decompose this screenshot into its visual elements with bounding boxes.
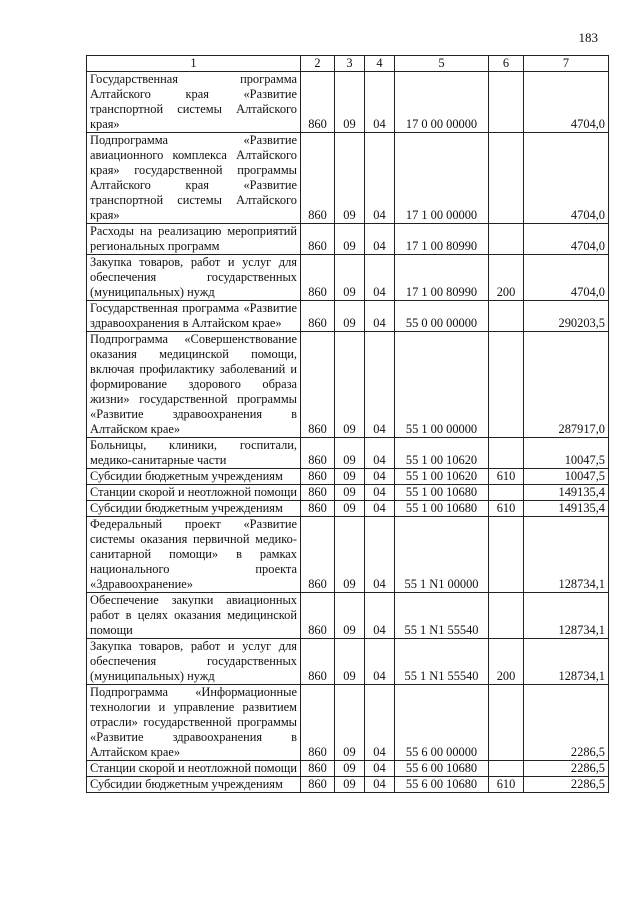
column-header: 4 xyxy=(365,56,395,72)
subsection-code: 04 xyxy=(365,301,395,332)
expense-type-code xyxy=(489,593,524,639)
section-code: 09 xyxy=(335,469,365,485)
page-number: 183 xyxy=(578,30,598,45)
row-name: Станции скорой и неотложной помощи xyxy=(87,761,301,777)
section-code: 09 xyxy=(335,761,365,777)
expense-type-code: 610 xyxy=(489,469,524,485)
section-code: 09 xyxy=(335,517,365,593)
table-row xyxy=(87,438,609,469)
ministry-code: 860 xyxy=(301,438,335,469)
table-row xyxy=(87,777,609,793)
target-article-code: 55 1 00 10620 xyxy=(395,438,489,469)
expense-type-code xyxy=(489,517,524,593)
subsection-code: 04 xyxy=(365,639,395,685)
expense-type-code xyxy=(489,301,524,332)
target-article-code: 55 0 00 00000 xyxy=(395,301,489,332)
amount: 4704,0 xyxy=(524,224,609,255)
target-article-code: 17 1 00 80990 xyxy=(395,255,489,301)
ministry-code: 860 xyxy=(301,761,335,777)
amount: 4704,0 xyxy=(524,133,609,224)
amount: 128734,1 xyxy=(524,639,609,685)
section-code: 09 xyxy=(335,438,365,469)
target-article-code: 17 1 00 80990 xyxy=(395,224,489,255)
expense-type-code xyxy=(489,438,524,469)
table-row xyxy=(87,469,609,485)
target-article-code: 55 1 00 10620 xyxy=(395,469,489,485)
amount: 149135,4 xyxy=(524,485,609,501)
expense-type-code: 200 xyxy=(489,639,524,685)
section-code: 09 xyxy=(335,639,365,685)
ministry-code: 860 xyxy=(301,72,335,133)
column-header: 6 xyxy=(489,56,524,72)
amount: 2286,5 xyxy=(524,761,609,777)
row-name: Подпрограмма «Развитие авиационного комплекса Алтайского края» государственной программы Алтайского края «Развитие транспортной системы Алтайского края» xyxy=(87,133,301,224)
ministry-code: 860 xyxy=(301,685,335,761)
table-row xyxy=(87,501,609,517)
row-name: Субсидии бюджетным учреждениям xyxy=(87,501,301,517)
subsection-code: 04 xyxy=(365,517,395,593)
expense-type-code xyxy=(489,685,524,761)
section-code: 09 xyxy=(335,593,365,639)
subsection-code: 04 xyxy=(365,224,395,255)
section-code: 09 xyxy=(335,301,365,332)
table-row xyxy=(87,593,609,639)
column-header: 5 xyxy=(395,56,489,72)
subsection-code: 04 xyxy=(365,469,395,485)
row-name: Больницы, клиники, госпитали, медико-санитарные части xyxy=(87,438,301,469)
budget-table xyxy=(86,55,609,793)
table-row xyxy=(87,255,609,301)
amount: 4704,0 xyxy=(524,255,609,301)
subsection-code: 04 xyxy=(365,72,395,133)
amount: 2286,5 xyxy=(524,685,609,761)
row-name: Субсидии бюджетным учреждениям xyxy=(87,777,301,793)
amount: 287917,0 xyxy=(524,332,609,438)
ministry-code: 860 xyxy=(301,485,335,501)
expense-type-code xyxy=(489,485,524,501)
row-name: Подпрограмма «Совершенствование оказания медицинской помощи, включая профилактику заболеваний и формирование здорового образа жизни» государственной программы «Развитие здравоохранения в Алтайском крае» xyxy=(87,332,301,438)
expense-type-code xyxy=(489,332,524,438)
ministry-code: 860 xyxy=(301,469,335,485)
target-article-code: 55 1 N1 00000 xyxy=(395,517,489,593)
target-article-code: 55 1 N1 55540 xyxy=(395,593,489,639)
table-row xyxy=(87,301,609,332)
subsection-code: 04 xyxy=(365,485,395,501)
expense-type-code: 200 xyxy=(489,255,524,301)
expense-type-code xyxy=(489,761,524,777)
expense-type-code: 610 xyxy=(489,777,524,793)
table-row xyxy=(87,133,609,224)
table-row xyxy=(87,485,609,501)
column-header: 2 xyxy=(301,56,335,72)
table-body xyxy=(87,72,609,793)
amount: 149135,4 xyxy=(524,501,609,517)
row-name: Государственная программа «Развитие здравоохранения в Алтайском крае» xyxy=(87,301,301,332)
amount: 128734,1 xyxy=(524,593,609,639)
section-code: 09 xyxy=(335,72,365,133)
table-row xyxy=(87,517,609,593)
target-article-code: 55 6 00 10680 xyxy=(395,761,489,777)
header-row xyxy=(87,56,609,72)
table-row xyxy=(87,639,609,685)
row-name: Закупка товаров, работ и услуг для обеспечения государственных (муниципальных) нужд xyxy=(87,255,301,301)
expense-type-code xyxy=(489,224,524,255)
row-name: Государственная программа Алтайского края «Развитие транспортной системы Алтайского края» xyxy=(87,72,301,133)
table-row xyxy=(87,224,609,255)
expense-type-code xyxy=(489,133,524,224)
row-name: Подпрограмма «Информационные технологии и управление развитием отрасли» государственной программы «Развитие здравоохранения в Алтайском крае» xyxy=(87,685,301,761)
section-code: 09 xyxy=(335,485,365,501)
target-article-code: 55 1 00 00000 xyxy=(395,332,489,438)
section-code: 09 xyxy=(335,332,365,438)
row-name: Расходы на реализацию мероприятий региональных программ xyxy=(87,224,301,255)
ministry-code: 860 xyxy=(301,255,335,301)
ministry-code: 860 xyxy=(301,593,335,639)
expense-type-code xyxy=(489,72,524,133)
row-name: Закупка товаров, работ и услуг для обеспечения государственных (муниципальных) нужд xyxy=(87,639,301,685)
amount: 10047,5 xyxy=(524,438,609,469)
section-code: 09 xyxy=(335,224,365,255)
row-name: Обеспечение закупки авиационных работ в целях оказания медицинской помощи xyxy=(87,593,301,639)
row-name: Станции скорой и неотложной помощи xyxy=(87,485,301,501)
table-row xyxy=(87,761,609,777)
subsection-code: 04 xyxy=(365,133,395,224)
ministry-code: 860 xyxy=(301,332,335,438)
target-article-code: 55 6 00 10680 xyxy=(395,777,489,793)
target-article-code: 55 1 N1 55540 xyxy=(395,639,489,685)
row-name: Федеральный проект «Развитие системы оказания первичной медико-санитарной помощи» в рамках национального проекта «Здравоохранение» xyxy=(87,517,301,593)
target-article-code: 55 1 00 10680 xyxy=(395,501,489,517)
subsection-code: 04 xyxy=(365,777,395,793)
target-article-code: 55 1 00 10680 xyxy=(395,485,489,501)
column-header: 3 xyxy=(335,56,365,72)
section-code: 09 xyxy=(335,255,365,301)
table-row xyxy=(87,685,609,761)
column-header: 1 xyxy=(87,56,301,72)
section-code: 09 xyxy=(335,133,365,224)
subsection-code: 04 xyxy=(365,761,395,777)
ministry-code: 860 xyxy=(301,639,335,685)
table-row xyxy=(87,72,609,133)
section-code: 09 xyxy=(335,685,365,761)
subsection-code: 04 xyxy=(365,685,395,761)
amount: 290203,5 xyxy=(524,301,609,332)
subsection-code: 04 xyxy=(365,255,395,301)
subsection-code: 04 xyxy=(365,501,395,517)
section-code: 09 xyxy=(335,777,365,793)
target-article-code: 55 6 00 00000 xyxy=(395,685,489,761)
row-name: Субсидии бюджетным учреждениям xyxy=(87,469,301,485)
target-article-code: 17 1 00 00000 xyxy=(395,133,489,224)
ministry-code: 860 xyxy=(301,224,335,255)
subsection-code: 04 xyxy=(365,593,395,639)
ministry-code: 860 xyxy=(301,777,335,793)
amount: 10047,5 xyxy=(524,469,609,485)
section-code: 09 xyxy=(335,501,365,517)
amount: 128734,1 xyxy=(524,517,609,593)
ministry-code: 860 xyxy=(301,501,335,517)
ministry-code: 860 xyxy=(301,517,335,593)
target-article-code: 17 0 00 00000 xyxy=(395,72,489,133)
amount: 2286,5 xyxy=(524,777,609,793)
table-row xyxy=(87,332,609,438)
ministry-code: 860 xyxy=(301,133,335,224)
ministry-code: 860 xyxy=(301,301,335,332)
column-header: 7 xyxy=(524,56,609,72)
amount: 4704,0 xyxy=(524,72,609,133)
expense-type-code: 610 xyxy=(489,501,524,517)
subsection-code: 04 xyxy=(365,332,395,438)
subsection-code: 04 xyxy=(365,438,395,469)
